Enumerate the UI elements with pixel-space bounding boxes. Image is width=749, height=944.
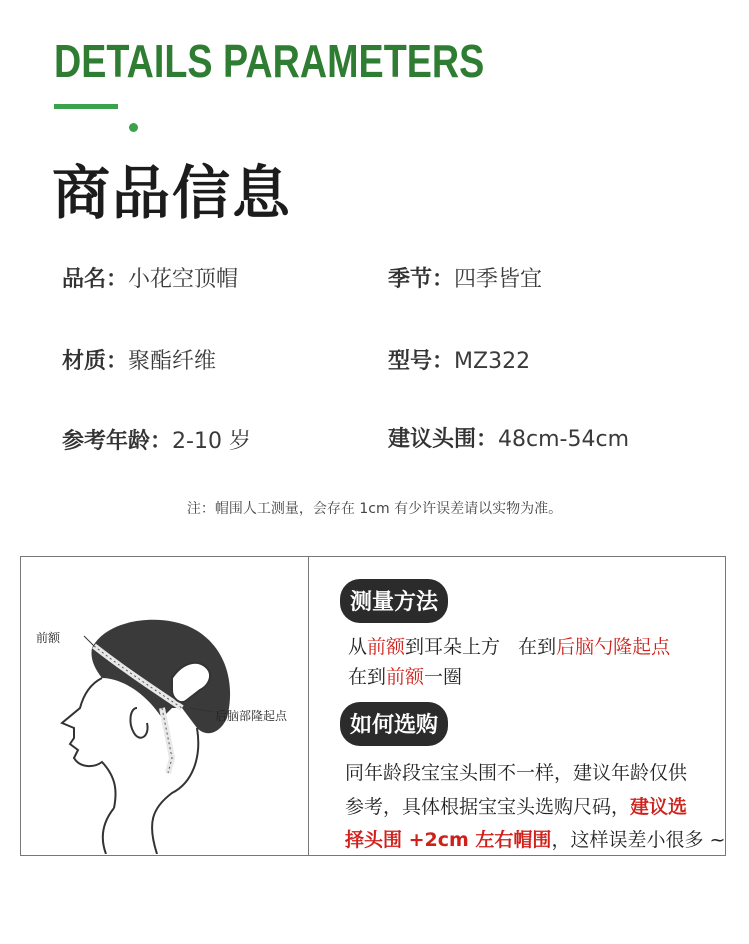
label-back-of-head: 后脑部隆起点 (215, 709, 288, 723)
accent-bar (54, 104, 118, 109)
section-title-chinese: 商品信息 (52, 159, 293, 227)
param-material-value: 聚酯纤维 (128, 349, 217, 374)
param-head (388, 422, 629, 453)
measure-line-1-c: 到耳朵上方 在到 (405, 636, 557, 658)
measure-line-2-c: 一圈 (424, 666, 463, 688)
collar-outline (103, 808, 114, 854)
buy-line-2-a: 参考，具体根据宝宝头选购尺码， (345, 796, 631, 818)
measure-line-1-a: 从 (348, 636, 368, 658)
param-material-label: 材质： (62, 349, 129, 374)
param-age (62, 424, 251, 455)
measurement-note: 注：帽围人工测量，会存在 1cm 有少许误差请以实物为准。 (186, 501, 563, 517)
buy-line-3 (345, 825, 725, 852)
param-name (62, 262, 238, 293)
param-name-label: 品名： (62, 267, 129, 292)
buy-line-3-highlight: 择头围 +2cm 左右帽围 (345, 829, 552, 851)
how-to-buy-pill: 如何选购 (340, 702, 448, 746)
measure-line-1-back: 后脑勺隆起点 (556, 636, 671, 658)
buy-line-2-highlight: 建议选 (630, 796, 688, 818)
neck-outline (152, 728, 198, 854)
param-season-value: 四季皆宜 (454, 267, 543, 292)
param-head-value: 48cm-54cm (498, 427, 629, 452)
param-model-value: MZ322 (454, 349, 531, 374)
measure-line-2-forehead: 前额 (386, 666, 425, 688)
ear-outline (130, 708, 147, 738)
buy-line-1: 同年龄段宝宝头围不一样，建议年龄仅供 (345, 762, 688, 784)
param-model (388, 344, 530, 375)
forehead-pointer (84, 636, 94, 646)
param-model-label: 型号： (388, 349, 455, 374)
measure-line-2 (348, 662, 462, 689)
param-name-value: 小花空顶帽 (128, 267, 239, 292)
accent-dot (129, 123, 138, 132)
buy-line-2 (345, 792, 687, 819)
measure-line-1 (348, 632, 670, 659)
param-season (388, 262, 542, 293)
param-material (62, 344, 216, 375)
param-head-label: 建议头围： (388, 427, 499, 452)
param-age-label: 参考年龄： (62, 429, 173, 454)
param-age-value: 2-10 岁 (172, 429, 251, 454)
param-season-label: 季节： (388, 267, 455, 292)
buy-line-3-b: ，这样误差小很多 ~ (551, 829, 726, 851)
head-measure-illustration (22, 558, 306, 854)
measure-line-1-forehead: 前额 (367, 636, 406, 658)
section-title-english: DETAILS PARAMETERS (54, 35, 485, 87)
measure-method-pill: 测量方法 (340, 579, 448, 623)
panel-divider (308, 556, 309, 856)
label-forehead: 前额 (36, 631, 61, 645)
measure-line-2-a: 在到 (348, 666, 387, 688)
face-outline (62, 678, 116, 808)
